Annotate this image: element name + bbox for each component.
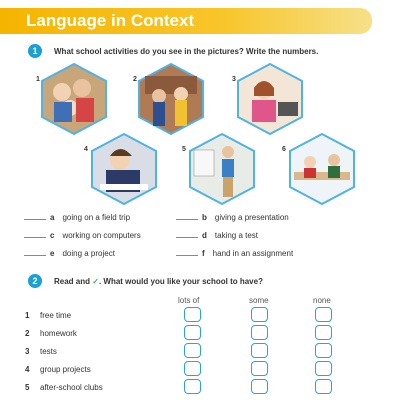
column-some: some: [249, 296, 269, 305]
answer-a: a going on a field trip: [24, 213, 130, 222]
picture-number-1: 1: [36, 76, 40, 83]
answer-a-blank[interactable]: [24, 219, 46, 220]
answer-b-blank[interactable]: [176, 219, 198, 220]
picture-4-taking-a-test: [90, 132, 158, 206]
row-number-2: 2: [25, 329, 30, 338]
answer-d-blank[interactable]: [176, 237, 198, 238]
answer-e-blank[interactable]: [24, 255, 46, 256]
picture-number-2: 2: [133, 76, 137, 83]
column-none: none: [313, 296, 331, 305]
checkbox-homework-lots-of[interactable]: [184, 325, 201, 340]
answer-b: b giving a presentation: [176, 213, 289, 222]
picture-5-giving-a-presentation: [188, 132, 256, 206]
checkbox-after-school-clubs-none[interactable]: [315, 379, 332, 394]
answer-c: c working on computers: [24, 231, 141, 240]
row-label-group-projects: group projects: [40, 365, 91, 374]
picture-number-4: 4: [84, 146, 88, 153]
checkbox-homework-none[interactable]: [315, 325, 332, 340]
answer-f-blank[interactable]: [176, 255, 198, 256]
picture-number-5: 5: [182, 146, 186, 153]
checkbox-free-time-lots-of[interactable]: [184, 307, 201, 322]
checkbox-free-time-some[interactable]: [251, 307, 268, 322]
exercise-1-number: 1: [28, 44, 42, 58]
row-number-3: 3: [25, 347, 30, 356]
picture-1-students-group: [40, 62, 108, 136]
column-lots-of: lots of: [178, 296, 200, 305]
checkbox-group-projects-none[interactable]: [315, 361, 332, 376]
answer-e: e doing a project: [24, 249, 115, 258]
answer-d: d taking a test: [176, 231, 258, 240]
row-number-4: 4: [25, 365, 30, 374]
row-label-homework: homework: [40, 329, 77, 338]
check-icon: ✓: [92, 277, 99, 286]
answer-c-blank[interactable]: [24, 237, 46, 238]
exercise-1-question: What school activities do you see in the pictures? Write the numbers.: [54, 47, 319, 56]
checkbox-tests-lots-of[interactable]: [184, 343, 201, 358]
picture-2-field-trip: [137, 62, 205, 136]
answer-f: f hand in an assignment: [176, 249, 293, 258]
row-label-free-time: free time: [40, 311, 72, 320]
checkbox-group-projects-lots-of[interactable]: [184, 361, 201, 376]
picture-3-working-on-computers: [236, 62, 304, 136]
checkbox-tests-none[interactable]: [315, 343, 332, 358]
exercise-2-number: 2: [28, 274, 42, 288]
checkbox-after-school-clubs-some[interactable]: [251, 379, 268, 394]
checkbox-free-time-none[interactable]: [315, 307, 332, 322]
picture-6-doing-a-project: [288, 132, 356, 206]
checkbox-group-projects-some[interactable]: [251, 361, 268, 376]
row-label-tests: tests: [40, 347, 57, 356]
exercise-2-question: Read and ✓. What would you like your school to have?: [54, 277, 263, 286]
row-number-1: 1: [25, 311, 30, 320]
checkbox-homework-some[interactable]: [251, 325, 268, 340]
checkbox-tests-some[interactable]: [251, 343, 268, 358]
picture-number-6: 6: [282, 146, 286, 153]
row-number-5: 5: [25, 383, 30, 392]
picture-number-3: 3: [232, 76, 236, 83]
section-title: Language in Context: [26, 11, 195, 30]
checkbox-after-school-clubs-lots-of[interactable]: [184, 379, 201, 394]
row-label-after-school-clubs: after-school clubs: [40, 383, 103, 392]
